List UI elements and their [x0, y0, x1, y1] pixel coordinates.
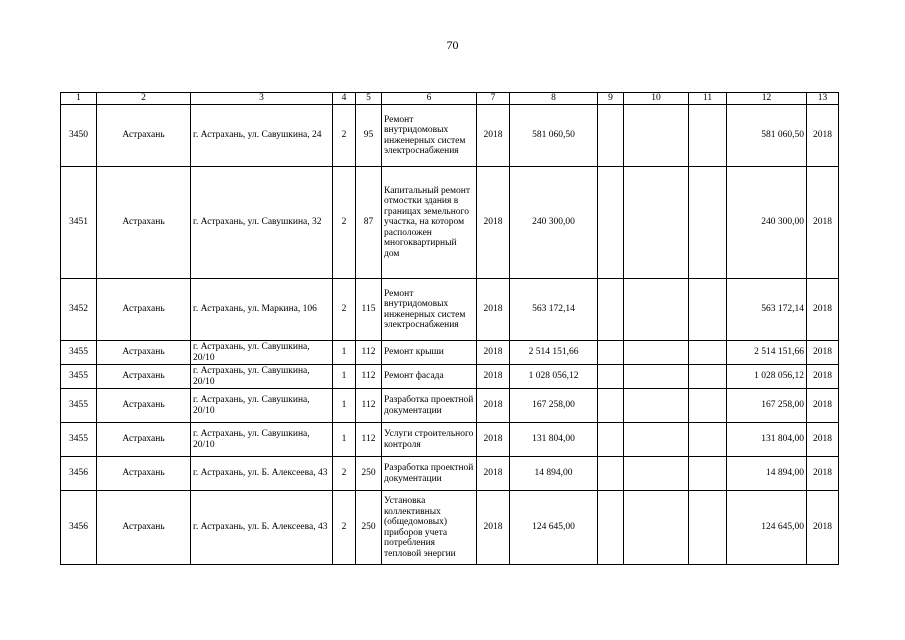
- amount-cell: 2 514 151,66: [510, 341, 598, 365]
- col10-cell: [624, 457, 689, 491]
- address-cell: г. Астрахань, ул. Б. Алексеева, 43: [191, 457, 333, 491]
- col10-cell: [624, 491, 689, 565]
- column-header: 2: [97, 93, 191, 105]
- city-cell: Астрахань: [97, 491, 191, 565]
- total-cell: 563 172,14: [727, 279, 807, 341]
- col5-cell: 112: [356, 365, 382, 389]
- total-cell: 581 060,50: [727, 105, 807, 167]
- column-header: 3: [191, 93, 333, 105]
- end-year-cell: 2018: [807, 341, 839, 365]
- register-table: [60, 92, 839, 565]
- row-id-cell: 3450: [61, 105, 97, 167]
- work-type-cell: Ремонт внутридомовых инженерных систем электроснабжения: [382, 105, 477, 167]
- work-type-cell: Услуги строительного контроля: [382, 423, 477, 457]
- amount-cell: 131 804,00: [510, 423, 598, 457]
- total-cell: 1 028 056,12: [727, 365, 807, 389]
- col5-cell: 250: [356, 491, 382, 565]
- col4-cell: 2: [333, 457, 356, 491]
- address-cell: г. Астрахань, ул. Б. Алексеева, 43: [191, 491, 333, 565]
- col11-cell: [689, 167, 727, 279]
- city-cell: Астрахань: [97, 423, 191, 457]
- end-year-cell: 2018: [807, 167, 839, 279]
- year-cell: 2018: [477, 365, 510, 389]
- col4-cell: 1: [333, 341, 356, 365]
- col5-cell: 112: [356, 423, 382, 457]
- year-cell: 2018: [477, 457, 510, 491]
- table-body: [61, 105, 839, 565]
- total-cell: 167 258,00: [727, 389, 807, 423]
- col10-cell: [624, 389, 689, 423]
- total-cell: 131 804,00: [727, 423, 807, 457]
- table-row: [61, 365, 839, 389]
- col10-cell: [624, 341, 689, 365]
- total-cell: 14 894,00: [727, 457, 807, 491]
- row-id-cell: 3456: [61, 491, 97, 565]
- col9-cell: [598, 105, 624, 167]
- row-id-cell: 3455: [61, 423, 97, 457]
- amount-cell: 1 028 056,12: [510, 365, 598, 389]
- total-cell: 2 514 151,66: [727, 341, 807, 365]
- end-year-cell: 2018: [807, 423, 839, 457]
- col4-cell: 2: [333, 105, 356, 167]
- amount-cell: 240 300,00: [510, 167, 598, 279]
- year-cell: 2018: [477, 105, 510, 167]
- col4-cell: 1: [333, 423, 356, 457]
- table-row: [61, 279, 839, 341]
- col4-cell: 2: [333, 491, 356, 565]
- row-id-cell: 3456: [61, 457, 97, 491]
- col11-cell: [689, 279, 727, 341]
- col5-cell: 115: [356, 279, 382, 341]
- table-row: [61, 105, 839, 167]
- col4-cell: 2: [333, 279, 356, 341]
- col5-cell: 250: [356, 457, 382, 491]
- col11-cell: [689, 491, 727, 565]
- table-row: [61, 491, 839, 565]
- col4-cell: 2: [333, 167, 356, 279]
- column-header: 11: [689, 93, 727, 105]
- page-number: 70: [446, 38, 459, 52]
- end-year-cell: 2018: [807, 457, 839, 491]
- column-number-row: [61, 93, 839, 105]
- col4-cell: 1: [333, 389, 356, 423]
- city-cell: Астрахань: [97, 279, 191, 341]
- work-type-cell: Ремонт крыши: [382, 341, 477, 365]
- amount-cell: 581 060,50: [510, 105, 598, 167]
- city-cell: Астрахань: [97, 341, 191, 365]
- city-cell: Астрахань: [97, 365, 191, 389]
- address-cell: г. Астрахань, ул. Савушкина, 24: [191, 105, 333, 167]
- col11-cell: [689, 341, 727, 365]
- col9-cell: [598, 167, 624, 279]
- col11-cell: [689, 389, 727, 423]
- row-id-cell: 3455: [61, 389, 97, 423]
- col4-cell: 1: [333, 365, 356, 389]
- row-id-cell: 3455: [61, 365, 97, 389]
- year-cell: 2018: [477, 423, 510, 457]
- table-row: [61, 341, 839, 365]
- year-cell: 2018: [477, 341, 510, 365]
- city-cell: Астрахань: [97, 105, 191, 167]
- work-type-cell: Ремонт внутридомовых инженерных систем электроснабжения: [382, 279, 477, 341]
- amount-cell: 563 172,14: [510, 279, 598, 341]
- amount-cell: 167 258,00: [510, 389, 598, 423]
- col11-cell: [689, 365, 727, 389]
- row-id-cell: 3455: [61, 341, 97, 365]
- column-header: 1: [61, 93, 97, 105]
- col10-cell: [624, 423, 689, 457]
- address-cell: г. Астрахань, ул. Савушкина, 20/10: [191, 341, 333, 365]
- table-row: [61, 457, 839, 491]
- end-year-cell: 2018: [807, 389, 839, 423]
- col11-cell: [689, 423, 727, 457]
- col9-cell: [598, 341, 624, 365]
- col5-cell: 87: [356, 167, 382, 279]
- col10-cell: [624, 167, 689, 279]
- column-header: 8: [510, 93, 598, 105]
- work-type-cell: Разработка проектной документации: [382, 457, 477, 491]
- table-row: [61, 423, 839, 457]
- address-cell: г. Астрахань, ул. Савушкина, 20/10: [191, 365, 333, 389]
- col10-cell: [624, 365, 689, 389]
- col10-cell: [624, 279, 689, 341]
- end-year-cell: 2018: [807, 491, 839, 565]
- year-cell: 2018: [477, 491, 510, 565]
- work-type-cell: Капитальный ремонт отмостки здания в границах земельного участка, на котором расположен многоквартирный дом: [382, 167, 477, 279]
- col9-cell: [598, 491, 624, 565]
- city-cell: Астрахань: [97, 167, 191, 279]
- year-cell: 2018: [477, 389, 510, 423]
- table-row: [61, 389, 839, 423]
- col11-cell: [689, 105, 727, 167]
- total-cell: 124 645,00: [727, 491, 807, 565]
- address-cell: г. Астрахань, ул. Савушкина, 20/10: [191, 389, 333, 423]
- end-year-cell: 2018: [807, 365, 839, 389]
- col9-cell: [598, 423, 624, 457]
- address-cell: г. Астрахань, ул. Савушкина, 32: [191, 167, 333, 279]
- col5-cell: 95: [356, 105, 382, 167]
- city-cell: Астрахань: [97, 389, 191, 423]
- column-header: 9: [598, 93, 624, 105]
- col10-cell: [624, 105, 689, 167]
- work-type-cell: Установка коллективных (общедомовых) приборов учета потребления тепловой энергии: [382, 491, 477, 565]
- column-header: 12: [727, 93, 807, 105]
- col11-cell: [689, 457, 727, 491]
- amount-cell: 14 894,00: [510, 457, 598, 491]
- address-cell: г. Астрахань, ул. Савушкина, 20/10: [191, 423, 333, 457]
- column-header: 4: [333, 93, 356, 105]
- row-id-cell: 3452: [61, 279, 97, 341]
- row-id-cell: 3451: [61, 167, 97, 279]
- col9-cell: [598, 457, 624, 491]
- column-header: 7: [477, 93, 510, 105]
- end-year-cell: 2018: [807, 279, 839, 341]
- col9-cell: [598, 365, 624, 389]
- col9-cell: [598, 389, 624, 423]
- column-header: 6: [382, 93, 477, 105]
- table-row: [61, 167, 839, 279]
- work-type-cell: Ремонт фасада: [382, 365, 477, 389]
- column-header: 10: [624, 93, 689, 105]
- col9-cell: [598, 279, 624, 341]
- city-cell: Астрахань: [97, 457, 191, 491]
- work-type-cell: Разработка проектной документации: [382, 389, 477, 423]
- end-year-cell: 2018: [807, 105, 839, 167]
- year-cell: 2018: [477, 279, 510, 341]
- address-cell: г. Астрахань, ул. Маркина, 106: [191, 279, 333, 341]
- amount-cell: 124 645,00: [510, 491, 598, 565]
- year-cell: 2018: [477, 167, 510, 279]
- column-header: 13: [807, 93, 839, 105]
- col5-cell: 112: [356, 341, 382, 365]
- total-cell: 240 300,00: [727, 167, 807, 279]
- column-header: 5: [356, 93, 382, 105]
- col5-cell: 112: [356, 389, 382, 423]
